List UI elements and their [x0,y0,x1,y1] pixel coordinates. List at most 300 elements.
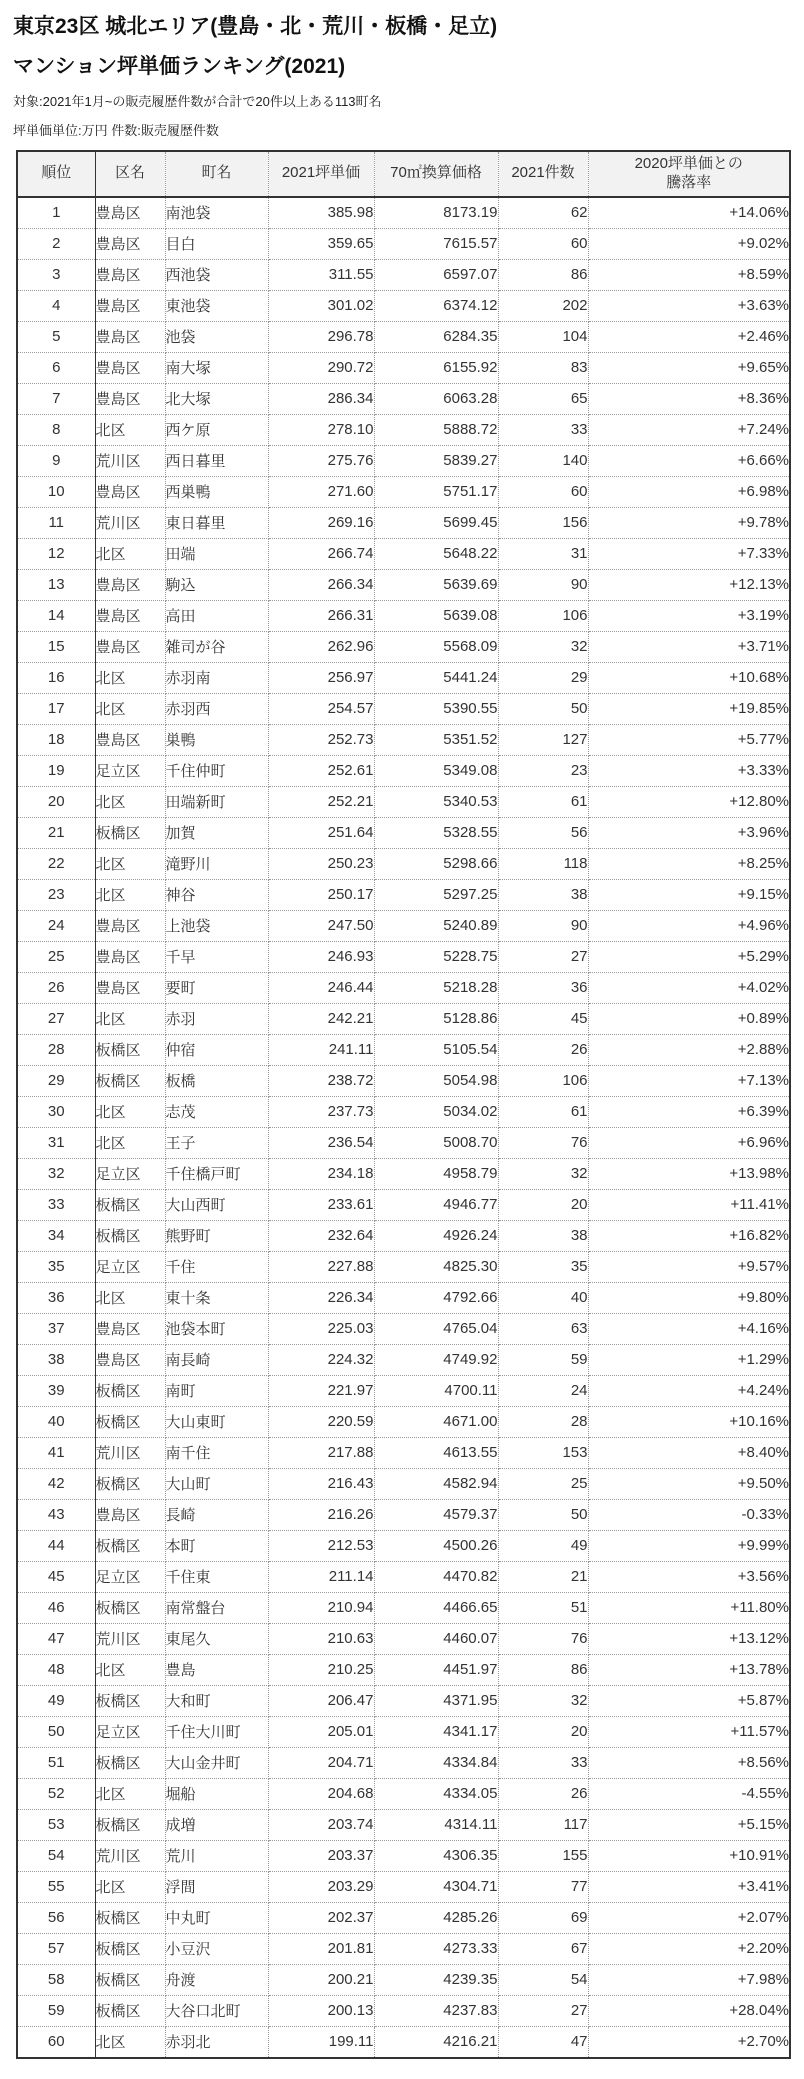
count-cell: 20 [498,1716,588,1747]
change-cell: +4.02% [588,972,790,1003]
price70-cell: 6063.28 [374,383,498,414]
rank-cell: 30 [17,1096,95,1127]
ward-cell: 荒川区 [95,1840,165,1871]
table-row [17,228,790,259]
table-row [17,755,790,786]
price70-cell: 5639.08 [374,600,498,631]
header-row [17,151,790,197]
change-cell: +8.25% [588,848,790,879]
town-cell: 西巣鴨 [165,476,268,507]
table-body [17,197,790,2058]
count-cell: 29 [498,662,588,693]
ward-cell: 豊島区 [95,383,165,414]
price70-cell: 5648.22 [374,538,498,569]
count-cell: 28 [498,1406,588,1437]
ward-cell: 板橋区 [95,1406,165,1437]
table-row [17,1251,790,1282]
price70-cell: 4671.00 [374,1406,498,1437]
rank-cell: 2 [17,228,95,259]
price-cell: 236.54 [268,1127,374,1158]
table-row [17,1716,790,1747]
price70-cell: 5228.75 [374,941,498,972]
town-cell: 東尾久 [165,1623,268,1654]
town-cell: 西池袋 [165,259,268,290]
price-cell: 220.59 [268,1406,374,1437]
table-row [17,1654,790,1685]
change-cell: +6.66% [588,445,790,476]
town-cell: 大山町 [165,1468,268,1499]
ward-cell: 豊島区 [95,1313,165,1344]
town-cell: 田端新町 [165,786,268,817]
table-row [17,1313,790,1344]
price70-cell: 5297.25 [374,879,498,910]
change-cell: +3.63% [588,290,790,321]
price-cell: 266.34 [268,569,374,600]
price70-cell: 4460.07 [374,1623,498,1654]
change-cell: +2.46% [588,321,790,352]
ward-cell: 豊島区 [95,600,165,631]
count-cell: 32 [498,1158,588,1189]
change-cell: +3.33% [588,755,790,786]
price70-cell: 5298.66 [374,848,498,879]
count-cell: 86 [498,1654,588,1685]
table-row [17,1871,790,1902]
table-row [17,941,790,972]
town-cell: 千住大川町 [165,1716,268,1747]
ward-cell: 豊島区 [95,631,165,662]
ward-cell: 北区 [95,1003,165,1034]
count-cell: 31 [498,538,588,569]
price70-cell: 5340.53 [374,786,498,817]
price-cell: 210.63 [268,1623,374,1654]
change-cell: +3.41% [588,1871,790,1902]
ward-cell: 豊島区 [95,910,165,941]
ward-cell: 北区 [95,1096,165,1127]
count-cell: 32 [498,631,588,662]
price-cell: 271.60 [268,476,374,507]
price70-cell: 4466.65 [374,1592,498,1623]
price-cell: 278.10 [268,414,374,445]
header-change [588,151,790,197]
town-cell: 巣鴨 [165,724,268,755]
ward-cell: 板橋区 [95,817,165,848]
change-cell: +9.80% [588,1282,790,1313]
price-cell: 204.71 [268,1747,374,1778]
count-cell: 65 [498,383,588,414]
header-change-line2: 騰落率 [666,173,712,191]
change-cell: +8.56% [588,1747,790,1778]
ward-cell: 北区 [95,1282,165,1313]
price70-cell: 4579.37 [374,1499,498,1530]
ward-cell: 北区 [95,662,165,693]
ward-cell: 豊島区 [95,972,165,1003]
change-cell: +5.77% [588,724,790,755]
count-cell: 61 [498,786,588,817]
table-row [17,1747,790,1778]
town-cell: 千住 [165,1251,268,1282]
town-cell: 赤羽南 [165,662,268,693]
town-cell: 上池袋 [165,910,268,941]
rank-cell: 28 [17,1034,95,1065]
change-cell: +3.56% [588,1561,790,1592]
change-cell: +11.57% [588,1716,790,1747]
ward-cell: 足立区 [95,1716,165,1747]
count-cell: 62 [498,197,588,229]
town-cell: 南長崎 [165,1344,268,1375]
count-cell: 90 [498,910,588,941]
ward-cell: 板橋区 [95,1964,165,1995]
note-units: 坪単価単位:万円 件数:販売履歴件数 [13,123,219,139]
price-cell: 252.73 [268,724,374,755]
ward-cell: 板橋区 [95,1995,165,2026]
ward-cell: 板橋区 [95,1530,165,1561]
table-row [17,1096,790,1127]
table-row [17,786,790,817]
ward-cell: 北区 [95,848,165,879]
ward-cell: 足立区 [95,1561,165,1592]
table-row [17,538,790,569]
price70-cell: 4500.26 [374,1530,498,1561]
count-cell: 33 [498,414,588,445]
rank-cell: 24 [17,910,95,941]
town-cell: 千住橋戸町 [165,1158,268,1189]
rank-cell: 31 [17,1127,95,1158]
town-cell: 長崎 [165,1499,268,1530]
ward-cell: 板橋区 [95,1034,165,1065]
rank-cell: 26 [17,972,95,1003]
price-cell: 242.21 [268,1003,374,1034]
price70-cell: 5034.02 [374,1096,498,1127]
town-cell: 南町 [165,1375,268,1406]
town-cell: 堀船 [165,1778,268,1809]
price70-cell: 5054.98 [374,1065,498,1096]
rank-cell: 22 [17,848,95,879]
price-cell: 203.29 [268,1871,374,1902]
count-cell: 25 [498,1468,588,1499]
table-row [17,445,790,476]
town-cell: 千住東 [165,1561,268,1592]
rank-cell: 48 [17,1654,95,1685]
change-cell: +0.89% [588,1003,790,1034]
change-cell: +10.68% [588,662,790,693]
count-cell: 27 [498,1995,588,2026]
table-row [17,507,790,538]
header-price70: 70㎡換算価格 [374,151,498,197]
rank-cell: 32 [17,1158,95,1189]
rank-cell: 47 [17,1623,95,1654]
town-cell: 大山西町 [165,1189,268,1220]
town-cell: 豊島 [165,1654,268,1685]
change-cell: +8.40% [588,1437,790,1468]
price70-cell: 4304.71 [374,1871,498,1902]
rank-cell: 10 [17,476,95,507]
price-cell: 238.72 [268,1065,374,1096]
price-cell: 200.13 [268,1995,374,2026]
change-cell: +3.19% [588,600,790,631]
change-cell: +10.91% [588,1840,790,1871]
rank-cell: 11 [17,507,95,538]
count-cell: 59 [498,1344,588,1375]
price-cell: 200.21 [268,1964,374,1995]
count-cell: 60 [498,228,588,259]
rank-cell: 29 [17,1065,95,1096]
rank-cell: 3 [17,259,95,290]
change-cell: +5.29% [588,941,790,972]
table-row [17,1995,790,2026]
change-cell: +4.16% [588,1313,790,1344]
town-cell: 熊野町 [165,1220,268,1251]
rank-cell: 52 [17,1778,95,1809]
header-ward: 区名 [95,151,165,197]
count-cell: 106 [498,1065,588,1096]
price-cell: 216.43 [268,1468,374,1499]
change-cell: +9.65% [588,352,790,383]
price-cell: 266.31 [268,600,374,631]
ward-cell: 荒川区 [95,1437,165,1468]
town-cell: 西日暮里 [165,445,268,476]
town-cell: 南千住 [165,1437,268,1468]
ward-cell: 北区 [95,879,165,910]
town-cell: 加賀 [165,817,268,848]
header-town: 町名 [165,151,268,197]
table-row [17,972,790,1003]
ward-cell: 豊島区 [95,197,165,229]
price70-cell: 6284.35 [374,321,498,352]
town-cell: 中丸町 [165,1902,268,1933]
price70-cell: 5441.24 [374,662,498,693]
count-cell: 45 [498,1003,588,1034]
price-cell: 201.81 [268,1933,374,1964]
price-cell: 250.23 [268,848,374,879]
ward-cell: 豊島区 [95,941,165,972]
ward-cell: 板橋区 [95,1809,165,1840]
price70-cell: 4749.92 [374,1344,498,1375]
price-cell: 254.57 [268,693,374,724]
ward-cell: 北区 [95,693,165,724]
count-cell: 32 [498,1685,588,1716]
price70-cell: 4613.55 [374,1437,498,1468]
table-row [17,352,790,383]
header-rank: 順位 [17,151,95,197]
rank-cell: 7 [17,383,95,414]
ward-cell: 北区 [95,1778,165,1809]
change-cell: +10.16% [588,1406,790,1437]
town-cell: 志茂 [165,1096,268,1127]
rank-cell: 14 [17,600,95,631]
price70-cell: 5839.27 [374,445,498,476]
price-cell: 311.55 [268,259,374,290]
count-cell: 24 [498,1375,588,1406]
table-row [17,1778,790,1809]
table-row [17,1468,790,1499]
count-cell: 202 [498,290,588,321]
change-cell: +8.36% [588,383,790,414]
price-cell: 203.37 [268,1840,374,1871]
count-cell: 38 [498,879,588,910]
page-title-line2: マンション坪単価ランキング(2021) [13,55,346,79]
price70-cell: 4239.35 [374,1964,498,1995]
table-row [17,1003,790,1034]
town-cell: 南大塚 [165,352,268,383]
price-cell: 252.21 [268,786,374,817]
table-row [17,848,790,879]
change-cell: +2.20% [588,1933,790,1964]
price70-cell: 5349.08 [374,755,498,786]
rank-cell: 50 [17,1716,95,1747]
price70-cell: 4946.77 [374,1189,498,1220]
rank-cell: 51 [17,1747,95,1778]
change-cell: -0.33% [588,1499,790,1530]
price70-cell: 4582.94 [374,1468,498,1499]
town-cell: 小豆沢 [165,1933,268,1964]
change-cell: +9.99% [588,1530,790,1561]
town-cell: 千住仲町 [165,755,268,786]
ward-cell: 豊島区 [95,259,165,290]
price-cell: 252.61 [268,755,374,786]
rank-cell: 59 [17,1995,95,2026]
change-cell: +7.24% [588,414,790,445]
change-cell: +9.02% [588,228,790,259]
change-cell: +11.80% [588,1592,790,1623]
price-cell: 301.02 [268,290,374,321]
change-cell: +13.12% [588,1623,790,1654]
price70-cell: 4958.79 [374,1158,498,1189]
change-cell: +9.57% [588,1251,790,1282]
change-cell: +13.78% [588,1654,790,1685]
rank-cell: 16 [17,662,95,693]
table-header [17,151,790,197]
price-cell: 250.17 [268,879,374,910]
table-row [17,476,790,507]
rank-cell: 57 [17,1933,95,1964]
price-cell: 237.73 [268,1096,374,1127]
change-cell: +6.98% [588,476,790,507]
rank-cell: 54 [17,1840,95,1871]
header-change-line1: 2020坪単価との [634,154,743,172]
rank-cell: 42 [17,1468,95,1499]
rank-cell: 55 [17,1871,95,1902]
ward-cell: 板橋区 [95,1933,165,1964]
price-cell: 221.97 [268,1375,374,1406]
price-cell: 212.53 [268,1530,374,1561]
price70-cell: 5751.17 [374,476,498,507]
rank-cell: 15 [17,631,95,662]
change-cell: +28.04% [588,1995,790,2026]
town-cell: 北大塚 [165,383,268,414]
price70-cell: 5128.86 [374,1003,498,1034]
price70-cell: 4926.24 [374,1220,498,1251]
price-cell: 204.68 [268,1778,374,1809]
count-cell: 26 [498,1034,588,1065]
price70-cell: 4700.11 [374,1375,498,1406]
town-cell: 滝野川 [165,848,268,879]
table-row [17,1065,790,1096]
town-cell: 高田 [165,600,268,631]
count-cell: 156 [498,507,588,538]
ward-cell: 豊島区 [95,1344,165,1375]
table-row [17,1902,790,1933]
rank-cell: 40 [17,1406,95,1437]
table-row [17,1530,790,1561]
town-cell: 池袋本町 [165,1313,268,1344]
price-cell: 234.18 [268,1158,374,1189]
price70-cell: 5699.45 [374,507,498,538]
town-cell: 要町 [165,972,268,1003]
table-row [17,1592,790,1623]
town-cell: 千早 [165,941,268,972]
ward-cell: 板橋区 [95,1592,165,1623]
price-cell: 206.47 [268,1685,374,1716]
rank-cell: 38 [17,1344,95,1375]
rank-cell: 18 [17,724,95,755]
count-cell: 77 [498,1871,588,1902]
table-row [17,2026,790,2058]
change-cell: +6.39% [588,1096,790,1127]
table-row [17,259,790,290]
town-cell: 大和町 [165,1685,268,1716]
town-cell: 東十条 [165,1282,268,1313]
header-price: 2021坪単価 [268,151,374,197]
ward-cell: 北区 [95,2026,165,2058]
rank-cell: 41 [17,1437,95,1468]
price-cell: 290.72 [268,352,374,383]
town-cell: 南常盤台 [165,1592,268,1623]
price-cell: 199.11 [268,2026,374,2058]
count-cell: 86 [498,259,588,290]
table-row [17,1499,790,1530]
ward-cell: 北区 [95,1871,165,1902]
town-cell: 大山東町 [165,1406,268,1437]
price70-cell: 5390.55 [374,693,498,724]
rank-cell: 6 [17,352,95,383]
header-count: 2021件数 [498,151,588,197]
town-cell: 王子 [165,1127,268,1158]
count-cell: 60 [498,476,588,507]
price70-cell: 7615.57 [374,228,498,259]
price-cell: 247.50 [268,910,374,941]
town-cell: 赤羽 [165,1003,268,1034]
price-cell: 359.65 [268,228,374,259]
count-cell: 83 [498,352,588,383]
count-cell: 69 [498,1902,588,1933]
ward-cell: 板橋区 [95,1375,165,1406]
price70-cell: 4237.83 [374,1995,498,2026]
table-row [17,1561,790,1592]
town-cell: 東日暮里 [165,507,268,538]
town-cell: 赤羽西 [165,693,268,724]
ward-cell: 豊島区 [95,569,165,600]
ward-cell: 豊島区 [95,1499,165,1530]
change-cell: +12.13% [588,569,790,600]
count-cell: 117 [498,1809,588,1840]
ward-cell: 北区 [95,1127,165,1158]
count-cell: 56 [498,817,588,848]
table-row [17,1685,790,1716]
rank-cell: 35 [17,1251,95,1282]
rank-cell: 20 [17,786,95,817]
price70-cell: 5240.89 [374,910,498,941]
price-cell: 225.03 [268,1313,374,1344]
ward-cell: 豊島区 [95,321,165,352]
ward-cell: 足立区 [95,1158,165,1189]
count-cell: 49 [498,1530,588,1561]
price70-cell: 4451.97 [374,1654,498,1685]
price-cell: 224.32 [268,1344,374,1375]
rank-cell: 25 [17,941,95,972]
price-cell: 216.26 [268,1499,374,1530]
change-cell: +4.24% [588,1375,790,1406]
count-cell: 26 [498,1778,588,1809]
